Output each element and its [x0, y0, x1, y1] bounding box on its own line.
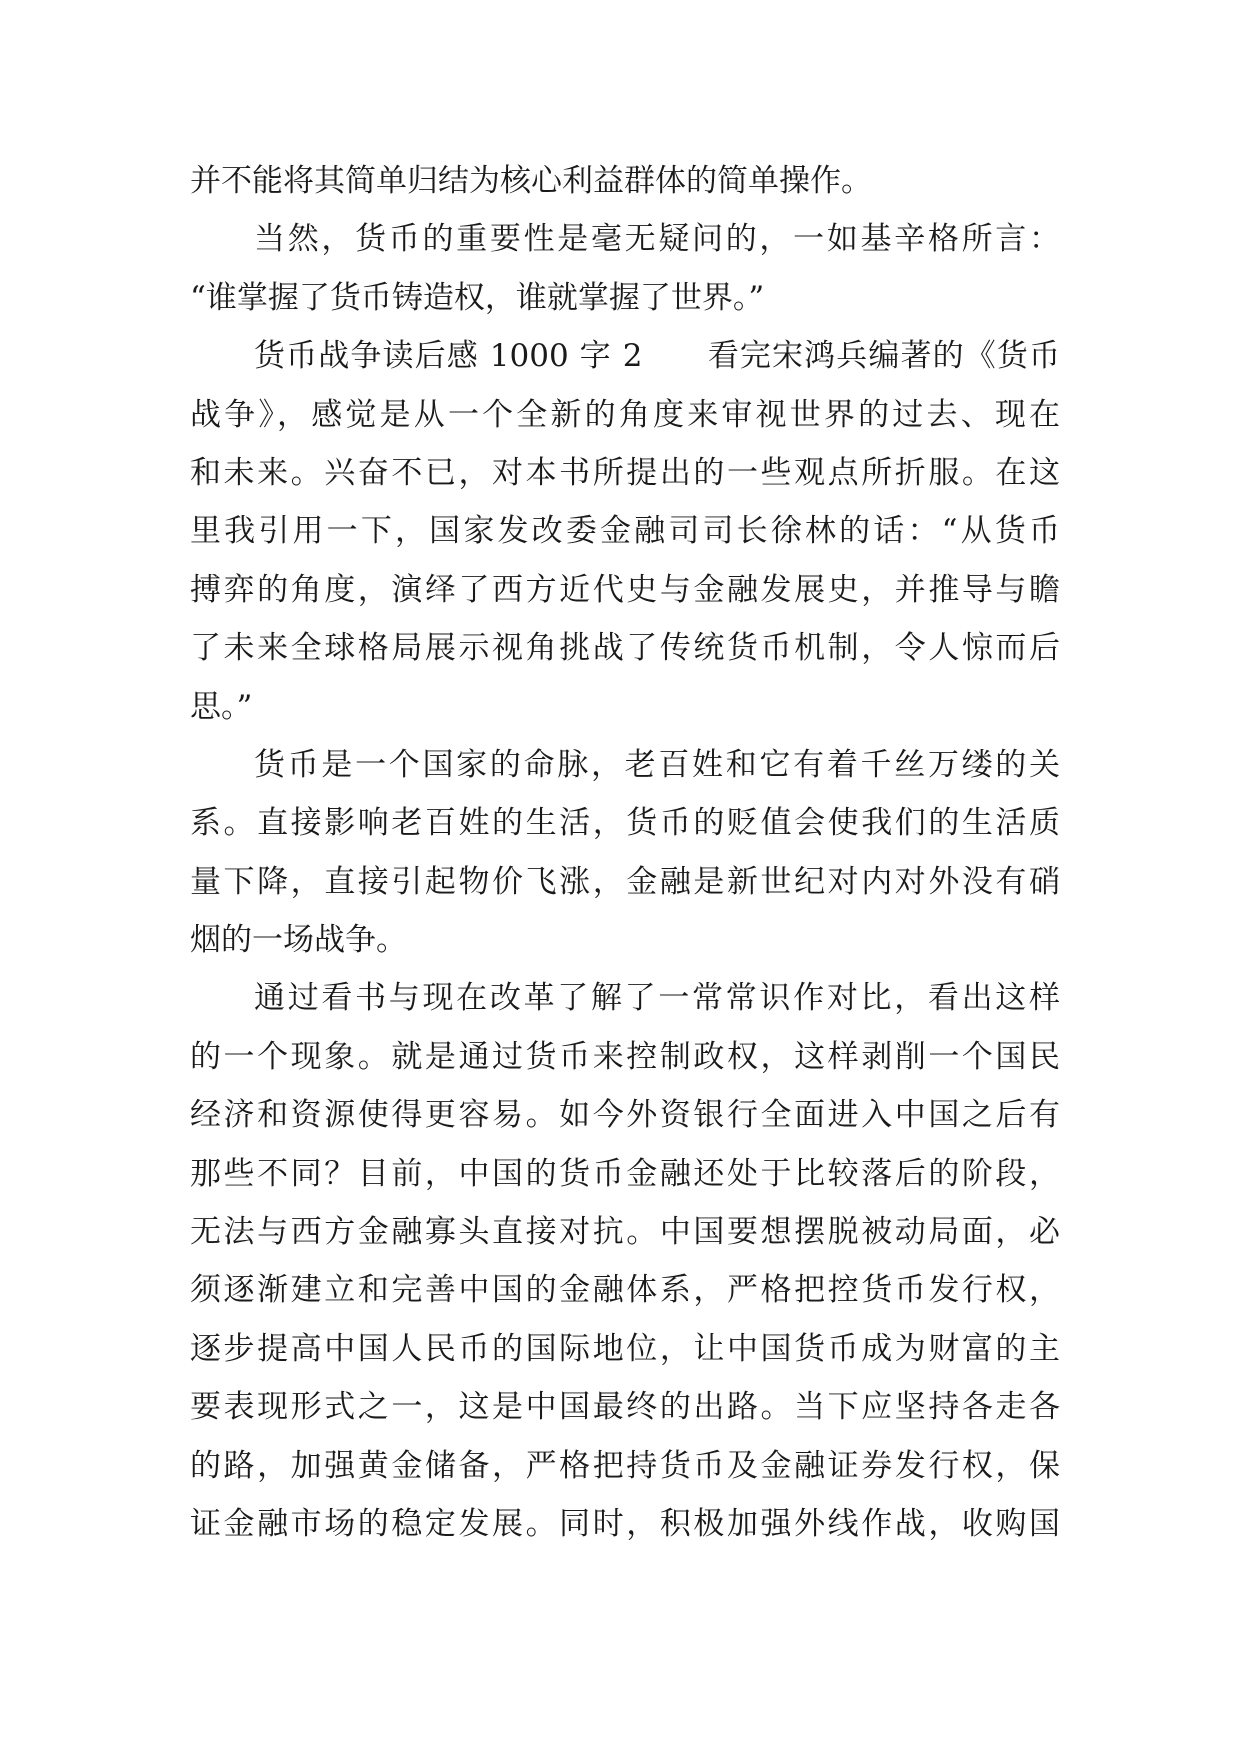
text-line: 证金融市场的稳定发展。同时，积极加强外线作战，收购国: [190, 1505, 1060, 1542]
text-line: 里我引用一下，国家发改委金融司司长徐林的话：“从货币: [190, 513, 1060, 550]
text-line: 的路，加强黄金储备，严格把持货币及金融证券发行权，保: [190, 1447, 1060, 1484]
text-line: 的一个现象。就是通过货币来控制政权，这样剥削一个国民: [190, 1038, 1060, 1075]
text-line: 并不能将其简单归结为核心利益群体的简单操作。: [190, 163, 872, 199]
text-line: 思。”: [190, 688, 253, 725]
text-line: 当然，货币的重要性是毫无疑问的，一如基辛格所言：: [254, 221, 1060, 258]
text-line: 通过看书与现在改革了解了一常常识作对比，看出这样: [254, 980, 1060, 1017]
text-line: 货币战争读后感 1000 字 2 看完宋鸿兵编著的《货币: [254, 338, 1060, 375]
text-line: 须逐渐建立和完善中国的金融体系，严格把控货币发行权，: [190, 1272, 1060, 1309]
text-line: 那些不同？目前，中国的货币金融还处于比较落后的阶段，: [190, 1155, 1060, 1192]
document-body: [190, 152, 1060, 1553]
text-line: 无法与西方金融寡头直接对抗。中国要想摆脱被动局面，必: [190, 1214, 1060, 1251]
text-line: 了未来全球格局展示视角挑战了传统货币机制，令人惊而后: [190, 630, 1060, 667]
text-line: 系。直接影响老百姓的生活，货币的贬值会使我们的生活质: [190, 805, 1060, 842]
text-line: 量下降，直接引起物价飞涨，金融是新世纪对内对外没有硝: [190, 863, 1060, 900]
text-line: 货币是一个国家的命脉，老百姓和它有着千丝万缕的关: [254, 746, 1060, 783]
text-line: 搏弈的角度，演绎了西方近代史与金融发展史，并推导与瞻: [190, 571, 1060, 608]
text-line: 和未来。兴奋不已，对本书所提出的一些观点所折服。在这: [190, 454, 1060, 491]
text-line: 要表现形式之一，这是中国最终的出路。当下应坚持各走各: [190, 1389, 1060, 1426]
text-line: “谁掌握了货币铸造权，谁就掌握了世界。”: [190, 279, 765, 316]
text-line: 战争》，感觉是从一个全新的角度来审视世界的过去、现在: [190, 396, 1060, 433]
text-line: 逐步提高中国人民币的国际地位，让中国货币成为财富的主: [190, 1330, 1060, 1367]
text-line: 经济和资源使得更容易。如今外资银行全面进入中国之后有: [190, 1097, 1060, 1134]
text-line: 烟的一场战争。: [190, 922, 407, 959]
